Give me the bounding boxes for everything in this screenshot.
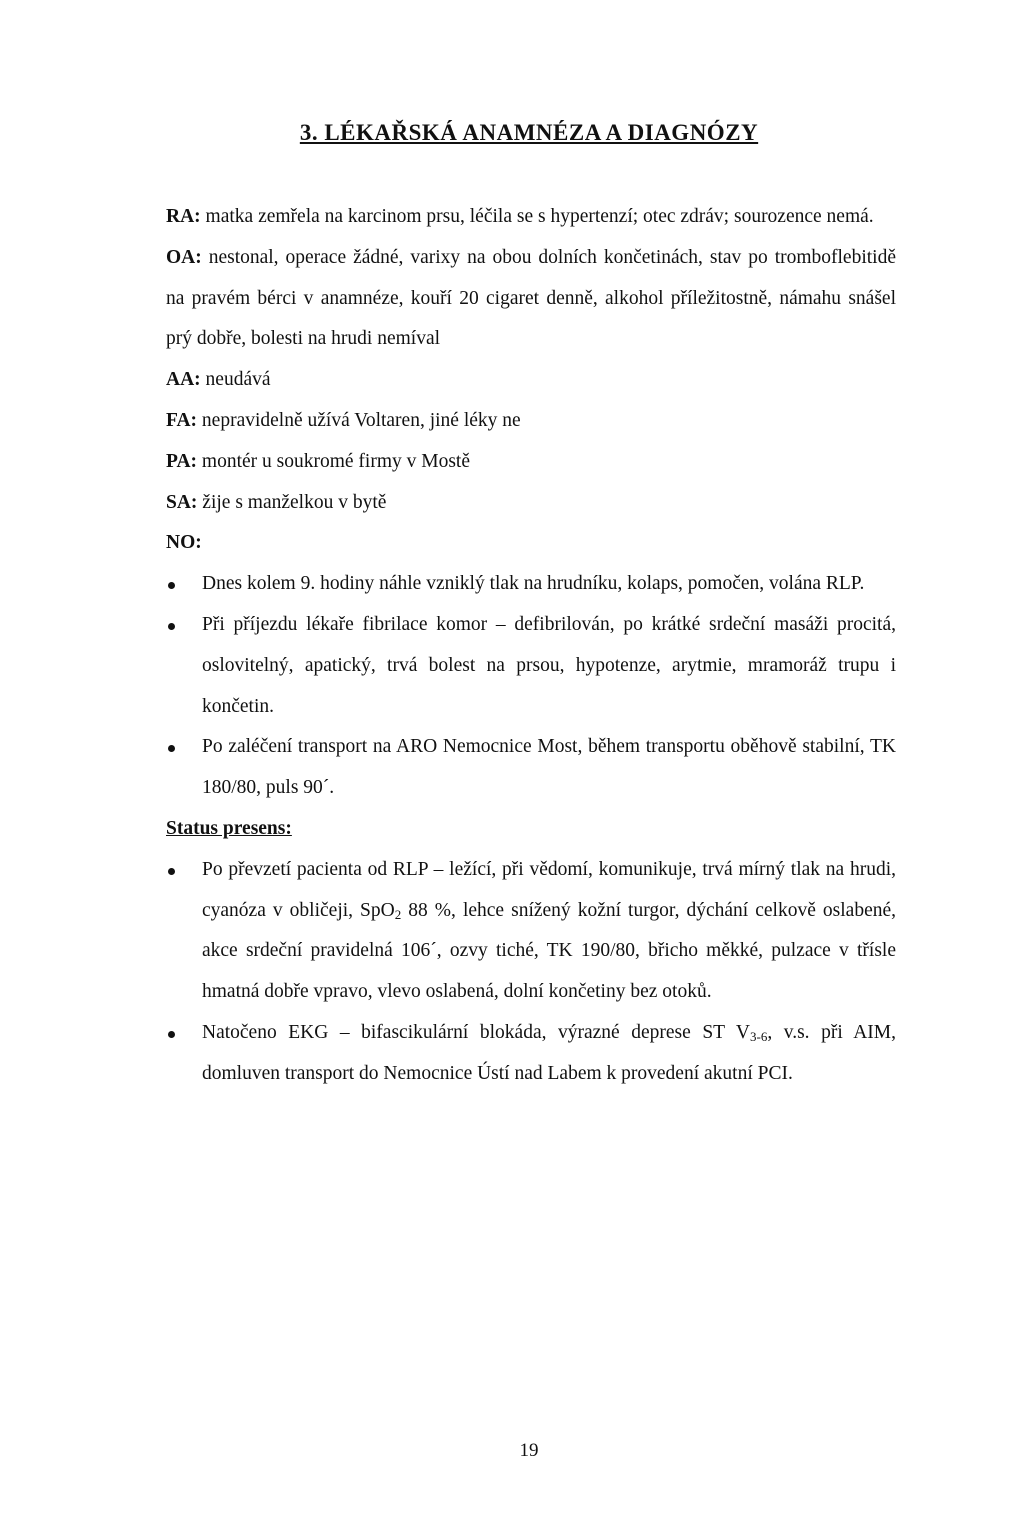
list-item: Dnes kolem 9. hodiny náhle vzniklý tlak na hrudníku, kolaps, pomočen, volána RLP.	[166, 564, 896, 605]
status-presens-list	[166, 850, 896, 1095]
list-item	[166, 850, 896, 1013]
history-sa	[166, 483, 896, 524]
history-label: AA:	[166, 369, 201, 391]
present-illness-list	[166, 564, 896, 809]
list-item	[166, 1013, 896, 1095]
page-number: 19	[519, 1440, 539, 1461]
history-oa	[166, 238, 896, 360]
history-text: neudává	[200, 369, 271, 391]
document-body	[166, 197, 896, 1095]
history-pa	[166, 442, 896, 483]
history-text: matka zemřela na karcinom prsu, léčila se s hypertenzí; otec zdráv; sourozence nemá.	[200, 206, 874, 227]
subscript: 3-6	[749, 1028, 768, 1044]
history-label: SA:	[166, 491, 198, 513]
list-item: Po zaléčení transport na ARO Nemocnice Most, během transportu oběhově stabilní, TK 180/80, puls 90´.	[166, 727, 896, 809]
list-item: Při příjezdu lékaře fibrilace komor – defibrilován, po krátké srdeční masáži procitá, oslovitelný, apatický, trvá bolest na prsou, hypotenze, arytmie, mramoráž trupu i končetin.	[166, 605, 896, 727]
history-text: žije s manželkou v bytě	[197, 491, 387, 513]
history-ra	[166, 197, 896, 238]
history-text: nepravidelně užívá Voltaren, jiné léky ne	[197, 409, 521, 431]
history-label: RA:	[166, 206, 201, 227]
history-aa	[166, 360, 896, 401]
status-text: Po převzetí pacienta od RLP – ležící, při vědomí, komunikuje, trvá mírný tlak na hrudi, cyanóza v obličeji, SpO	[202, 858, 896, 921]
history-no	[166, 523, 896, 564]
status-presens-heading: Status presens:	[166, 817, 292, 839]
history-label: OA:	[166, 246, 202, 268]
history-fa	[166, 401, 896, 442]
history-label: NO:	[166, 532, 202, 554]
status-text: Natočeno EKG – bifascikulární blokáda, výrazné deprese ST V	[202, 1021, 750, 1043]
chapter-heading: 3. LÉKAŘSKÁ ANAMNÉZA A DIAGNÓZY	[299, 120, 759, 145]
history-text: montér u soukromé firmy v Mostě	[197, 450, 471, 472]
history-text: nestonal, operace žádné, varixy na obou dolních končetinách, stav po tromboflebitidě na pravém bérci v anamnéze, kouří 20 cigaret denně, alkohol příležitostně, námahu snášel prý dobře, bolesti na hrudi nemíval	[166, 246, 896, 350]
status-text: , v.s. při AIM, domluven transport do Nemocnice Ústí nad Labem k provedení akutní PCI.	[202, 1021, 896, 1084]
history-label: FA:	[166, 409, 198, 431]
history-label: PA:	[166, 450, 198, 472]
subscript: 2	[394, 906, 402, 922]
status-text: 88 %, lehce snížený kožní turgor, dýchání celkově oslabené, akce srdeční pravidelná 106´, ozvy tiché, TK 190/80, břicho měkké, pulzace v třísle hmatná dobře vpravo, vlevo oslabená, dolní končetiny bez otoků.	[202, 899, 897, 1003]
